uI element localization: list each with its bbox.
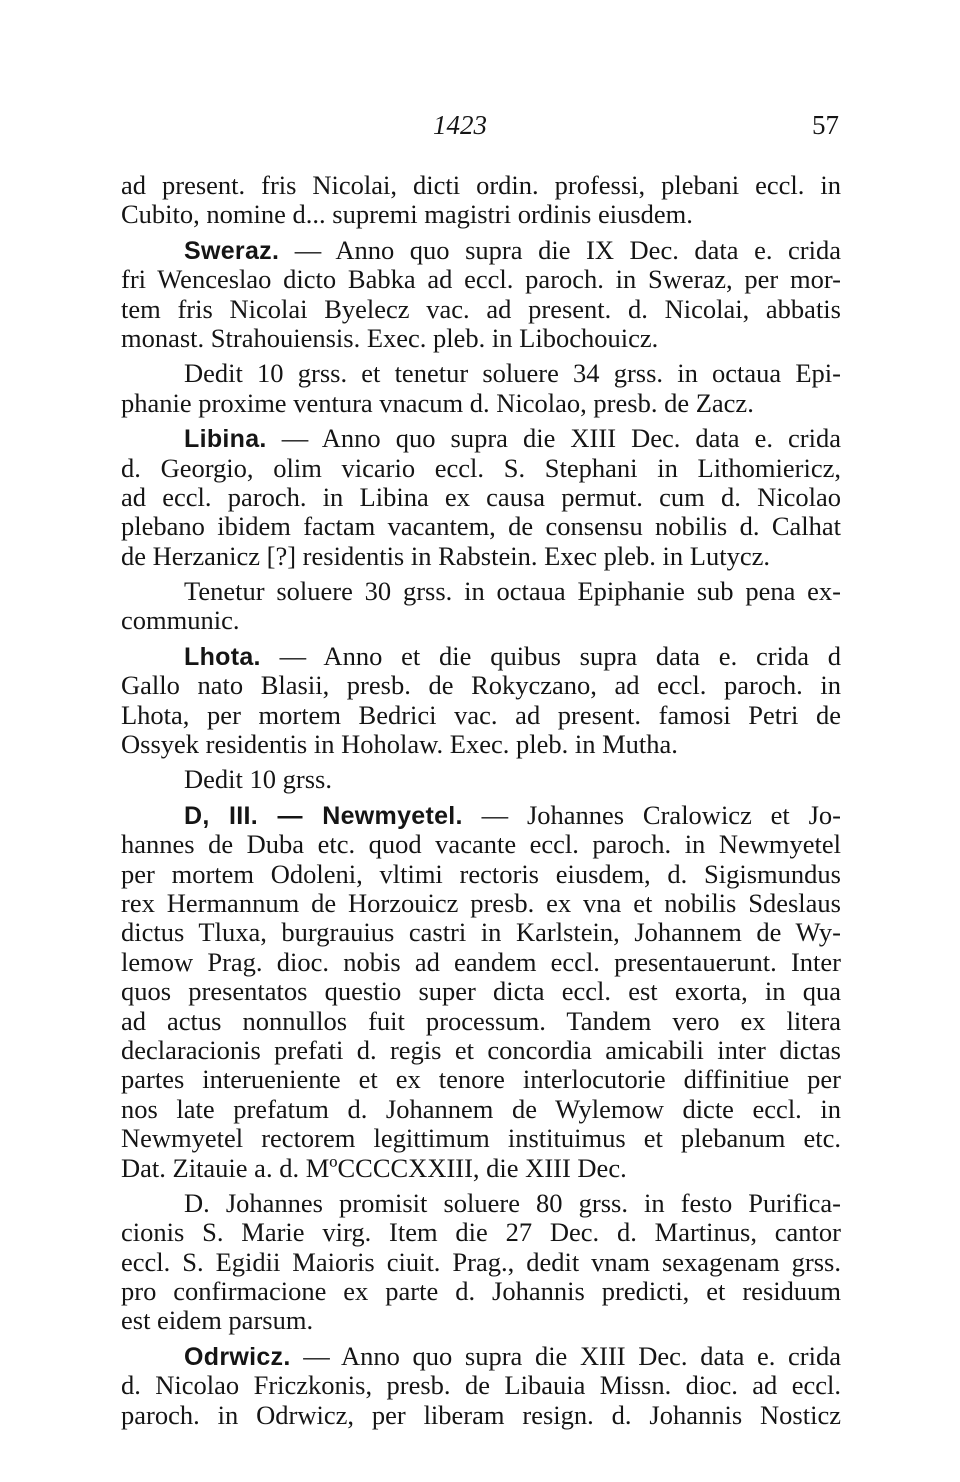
text-line: ad eccl. paroch. in Libina ex causa permut. cum d. Nicolao — [121, 481, 841, 512]
text-line: pro confirmacione ex parte d. Johannis predicti, et residuum — [121, 1276, 841, 1307]
text-line: paroch. in Odrwicz, per liberam resign. d. Johannis Nosticz — [121, 1399, 841, 1430]
text-line: per mortem Odoleni, vltimi rectoris eiusdem, d. Sigismundus — [121, 858, 841, 889]
text-line: Dedit 10 grss. — [184, 764, 332, 795]
text-line: lemow Prag. dioc. nobis ad eandem eccl. presentauerunt. Inter — [121, 946, 841, 977]
text-line: plebano ibidem factam vacantem, de consensu nobilis d. Calhat — [121, 511, 841, 542]
text-line: phanie proxime ventura vnacum d. Nicolao, presb. de Zacz. — [121, 387, 754, 418]
page-header — [0, 110, 960, 150]
text-line: ad present. fris Nicolai, dicti ordin. professi, plebani eccl. in — [121, 170, 841, 200]
entry-heading-lhota: Lhota. — [184, 642, 261, 671]
text-line: ad actus nonnullos fuit processum. Tandem vero ex litera — [121, 1005, 841, 1036]
text-line: hannes de Duba etc. quod vacante eccl. paroch. in Newmyetel — [121, 829, 841, 860]
entry-first-line: Sweraz. — Anno quo supra die IX Dec. data e. crida — [184, 234, 841, 265]
text-line: rex Hermannum de Horzouicz presb. ex vna et nobilis Sdeslaus — [121, 887, 841, 918]
entry-heading-libina: Libina. — [184, 425, 267, 454]
entry-heading-sweraz: Sweraz. — [184, 236, 280, 265]
entry-heading-odrwicz: Odrwicz. — [184, 1342, 291, 1371]
text-line: d. Georgio, olim vicario eccl. S. Stephani in Lithomiericz, — [121, 452, 841, 483]
entry-heading-newmyetel: D, III. — Newmyetel. — [184, 801, 463, 830]
entry-first-line: D, III. — Newmyetel. — Johannes Cralowicz et Jo- — [184, 799, 841, 830]
text-line: tem fris Nicolai Byelecz vac. ad present. d. Nicolai, abbatis — [121, 293, 841, 324]
text-line: Ossyek residentis in Hoholaw. Exec. pleb. in Mutha. — [121, 729, 678, 760]
text-line: Cubito, nomine d... supremi magistri ordinis eiusdem. — [121, 199, 693, 230]
text-line: Newmyetel rectorem legittimum instituimus et plebanum etc. — [121, 1123, 841, 1154]
text-line: de Herzanicz [?] residentis in Rabstein. Exec pleb. in Lutycz. — [121, 540, 770, 571]
text-line: eccl. S. Egidii Maioris ciuit. Prag., dedit vnam sexagenam grss. — [121, 1246, 841, 1277]
text-line: dictus Tluxa, burgrauius castri in Karlstein, Johannem de Wy- — [121, 917, 841, 948]
text-line: Dat. Zitauie a. d. MºCCCCXXIII, die XIII Dec. — [121, 1152, 627, 1183]
text-line: d. Nicolao Friczkonis, presb. de Libauia Missn. dioc. ad eccl. — [121, 1370, 841, 1401]
entry-first-line: Libina. — Anno quo supra die XIII Dec. data e. crida — [184, 423, 841, 454]
text-line: declaracionis prefati d. regis et concordia amicabili inter dictas — [121, 1034, 841, 1065]
text-line: Lhota, per mortem Bedrici vac. ad present. famosi Petri de — [121, 699, 841, 730]
page-number: 57 — [812, 110, 839, 140]
text-line: partes interueniente et ex tenore interlocutorie diffinitiue per — [121, 1064, 841, 1095]
text-line: D. Johannes promisit soluere 80 grss. in festo Purifica- — [184, 1187, 841, 1218]
text-line: quos presentatos questio super dicta eccl. est exorta, in qua — [121, 976, 841, 1007]
entry-first-line: Lhota. — Anno et die quibus supra data e. crida d — [184, 640, 841, 671]
text-line: cionis S. Marie virg. Item die 27 Dec. d. Martinus, cantor — [121, 1217, 841, 1248]
text-line: nos late prefatum d. Johannem de Wylemow dicte eccl. in — [121, 1093, 841, 1124]
text-line: fri Wenceslao dicto Babka ad eccl. paroch. in Sweraz, per mor- — [121, 264, 841, 295]
text-line: Dedit 10 grss. et tenetur soluere 34 grss. in octaua Epi- — [184, 358, 841, 389]
text-line: Gallo nato Blasii, presb. de Rokyczano, ad eccl. paroch. in — [121, 670, 841, 701]
text-line: Tenetur soluere 30 grss. in octaua Epiphanie sub pena ex- — [184, 576, 841, 607]
entry-first-line: Odrwicz. — Anno quo supra die XIII Dec. data e. crida — [184, 1340, 841, 1371]
text-line: communic. — [121, 605, 240, 636]
document-body — [121, 171, 841, 1430]
header-year: 1423 — [433, 110, 487, 140]
text-line: est eidem parsum. — [121, 1305, 314, 1336]
text-line: monast. Strahouiensis. Exec. pleb. in Libochouicz. — [121, 322, 659, 353]
